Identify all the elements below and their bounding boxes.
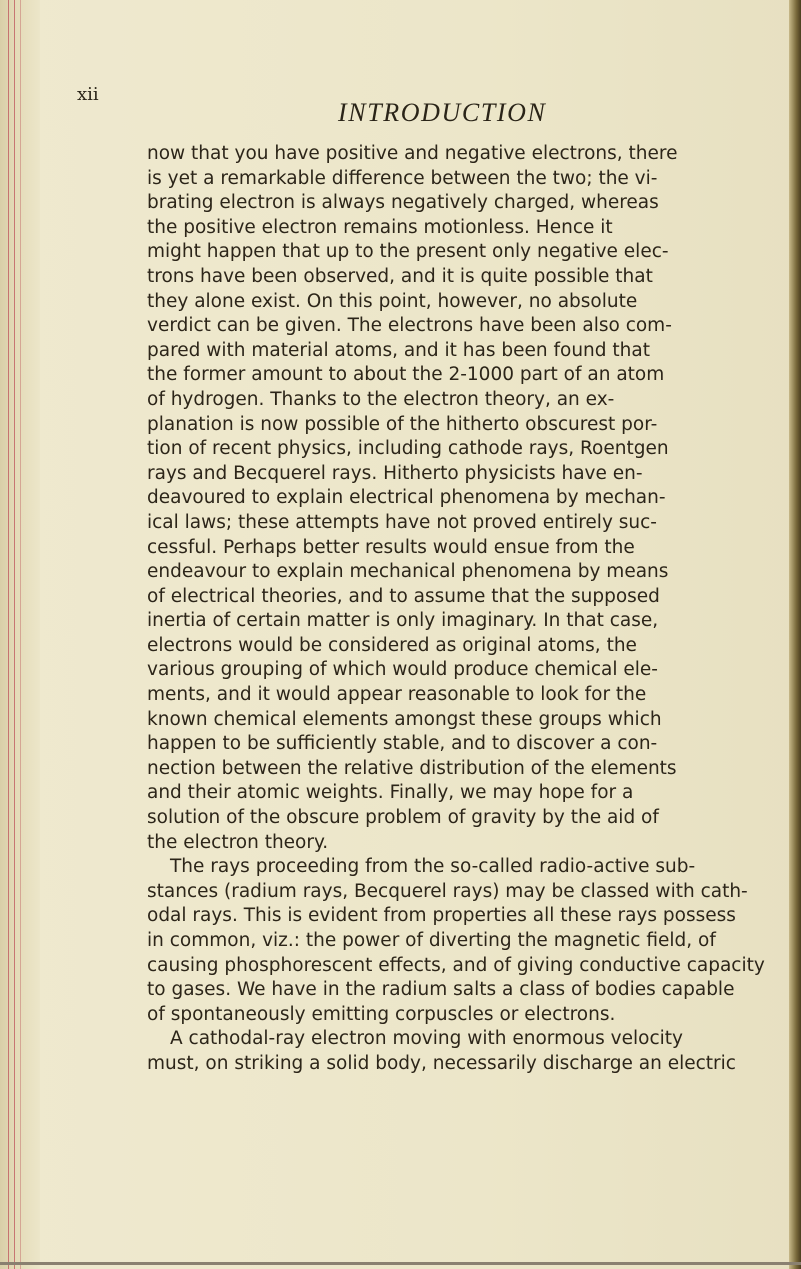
text-line: to gases. We have in the radium salts a class of bodies capable xyxy=(147,979,735,1001)
text-line: inertia of certain matter is only imaginary. In that case, xyxy=(147,610,659,632)
text-line: various grouping of which would produce chemical ele- xyxy=(147,659,658,681)
paragraph-start-line: A cathodal-ray electron moving with enormous velocity xyxy=(170,1028,683,1050)
page-right-edge xyxy=(789,0,801,1269)
paragraph-start-line: The rays proceeding from the so-called radio-active sub- xyxy=(170,856,696,878)
text-line: of spontaneously emitting corpuscles or electrons. xyxy=(147,1003,616,1025)
text-line: and their atomic weights. Finally, we may hope for a xyxy=(147,782,634,804)
text-line: might happen that up to the present only negative elec- xyxy=(147,241,669,263)
page-edge-line xyxy=(14,0,15,1269)
page-edge-line xyxy=(8,0,9,1269)
text-line: must, on striking a solid body, necessarily discharge an electric xyxy=(147,1052,736,1074)
text-line: cessful. Perhaps better results would ensue from the xyxy=(147,536,635,558)
text-line: stances (radium rays, Becquerel rays) may be classed with cath- xyxy=(147,880,748,902)
text-line: nection between the relative distribution of the elements xyxy=(147,757,677,779)
text-line: the electron theory. xyxy=(147,831,329,853)
text-line: of hydrogen. Thanks to the electron theory, an ex- xyxy=(147,388,615,410)
running-head: INTRODUCTION xyxy=(338,98,547,127)
text-line: endeavour to explain mechanical phenomena by means xyxy=(147,561,669,583)
text-line: ments, and it would appear reasonable to look for the xyxy=(147,684,647,706)
text-line: planation is now possible of the hitherto obscurest por- xyxy=(147,413,658,435)
text-line: the former amount to about the 2-1000 part of an atom xyxy=(147,364,665,386)
text-line: trons have been observed, and it is quite possible that xyxy=(147,265,653,287)
text-line: odal rays. This is evident from properties all these rays possess xyxy=(147,905,736,927)
text-line: deavoured to explain electrical phenomena by mechan- xyxy=(147,487,666,509)
text-line: in common, viz.: the power of diverting the magnetic field, of xyxy=(147,930,716,951)
text-line: causing phosphorescent effects, and of giving conductive capacity xyxy=(147,954,765,976)
text-line: tion of recent physics, including cathode rays, Roentgen xyxy=(147,438,669,460)
text-line: brating electron is always negatively charged, whereas xyxy=(147,192,659,214)
text-line: of electrical theories, and to assume that the supposed xyxy=(147,585,660,607)
text-line: solution of the obscure problem of gravity by the aid of xyxy=(147,807,659,829)
page-number: xii xyxy=(77,84,99,105)
body-text xyxy=(147,142,767,1077)
text-line: pared with material atoms, and it has been found that xyxy=(147,339,650,361)
text-line: known chemical elements amongst these groups which xyxy=(147,708,662,730)
text-line: electrons would be considered as original atoms, the xyxy=(147,634,637,656)
text-line: ical laws; these attempts have not proved entirely suc- xyxy=(147,511,657,533)
text-line: happen to be sufficiently stable, and to discover a con- xyxy=(147,733,658,755)
text-line: verdict can be given. The electrons have been also com- xyxy=(147,315,672,337)
page-bottom-edge xyxy=(0,1262,801,1265)
page-edge-line xyxy=(20,0,21,1269)
text-line: the positive electron remains motionless. Hence it xyxy=(147,216,613,238)
text-line: is yet a remarkable difference between the two; the vi- xyxy=(147,167,658,189)
text-line: they alone exist. On this point, however, no absolute xyxy=(147,290,638,312)
text-line: rays and Becquerel rays. Hitherto physicists have en- xyxy=(147,462,643,484)
text-line: now that you have positive and negative electrons, there xyxy=(147,143,678,164)
